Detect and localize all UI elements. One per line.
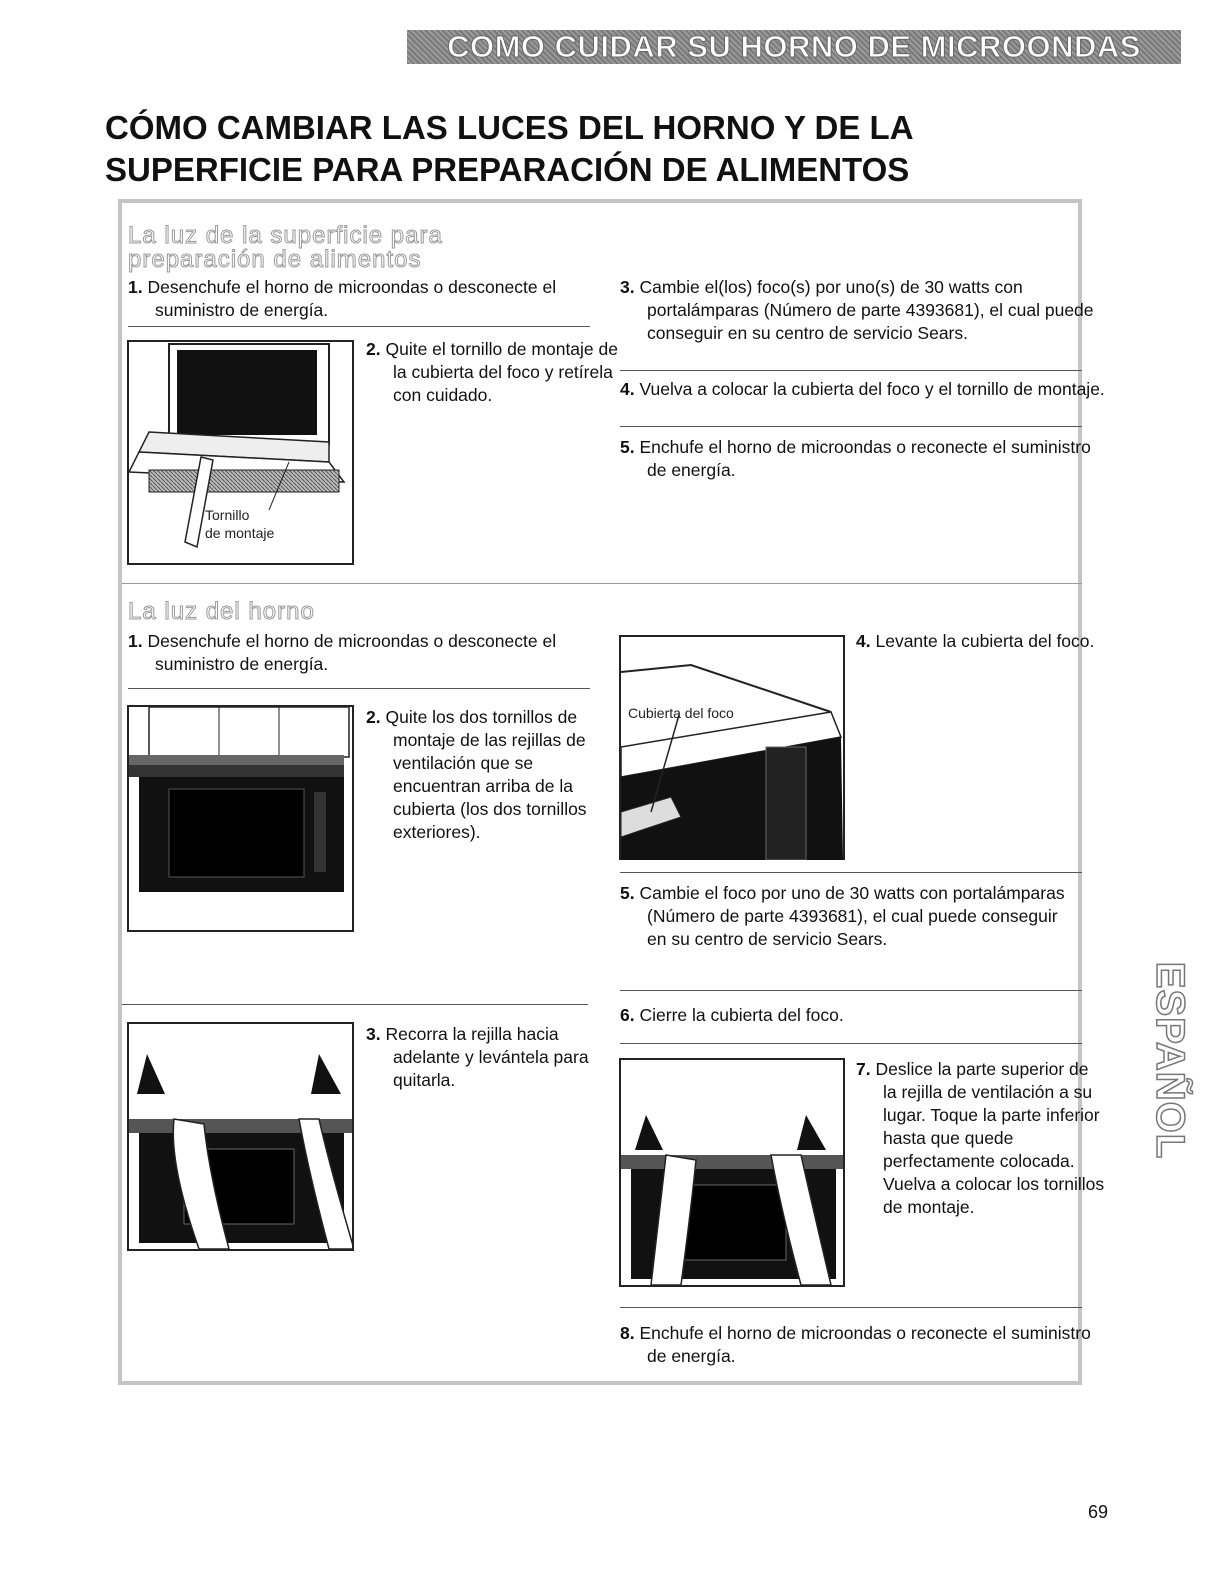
step-text: Quite los dos tornillos de montaje de las rejillas de ventilación que se encuentran arriba de la cubierta (los dos tornillos exteriores). <box>385 707 587 842</box>
step-number: 2. <box>366 339 381 359</box>
s2-step-5 <box>620 882 1077 951</box>
step-text: Enchufe el horno de microondas o reconecte el suministro de energía. <box>639 437 1091 480</box>
s1-step-3 <box>620 276 1109 345</box>
oven-front-illustration <box>129 707 352 930</box>
step-number: 7. <box>856 1059 871 1079</box>
step-text: Enchufe el horno de microondas o reconecte el suministro de energía. <box>639 1323 1091 1366</box>
divider <box>620 370 1082 371</box>
divider <box>620 872 1082 873</box>
step-number: 2. <box>366 707 381 727</box>
hands-grille-illustration-2 <box>621 1060 843 1285</box>
banner-text: COMO CUIDAR SU HORNO DE MICROONDAS <box>447 29 1141 64</box>
step-text: Vuelva a colocar la cubierta del foco y el tornillo de montaje. <box>639 379 1105 399</box>
s2-step-3 <box>366 1023 603 1092</box>
section-divider <box>122 583 1082 584</box>
divider <box>128 326 590 327</box>
hands-grille-illustration <box>129 1024 352 1249</box>
figure-light-cover <box>619 635 845 860</box>
step-number: 1. <box>128 631 143 651</box>
s1-step-1 <box>128 276 575 322</box>
figure-callout-screw <box>205 506 274 542</box>
step-number: 8. <box>620 1323 635 1343</box>
section1-heading-line1: La luz de la superficie para <box>128 222 443 249</box>
step-text: Recorra la rejilla hacia adelante y levántela para quitarla. <box>385 1024 589 1090</box>
s1-step-4 <box>620 378 1109 401</box>
step-text: Deslice la parte superior de la rejilla de ventilación a su lugar. Toque la parte inferior hasta que quede perfectamente colocada. Vuelva a colocar los tornillos de montaje. <box>875 1059 1105 1217</box>
s2-step-4 <box>856 630 1103 653</box>
page-title: CÓMO CAMBIAR LAS LUCES DEL HORNO Y DE LA SUPERFICIE PARA PREPARACIÓN DE ALIMENTOS <box>105 109 913 188</box>
section1-heading-line2: preparación de alimentos <box>128 246 422 273</box>
step-text: Cierre la cubierta del foco. <box>639 1005 844 1025</box>
divider <box>620 426 1082 427</box>
step-number: 4. <box>856 631 871 651</box>
divider <box>620 990 1082 991</box>
step-text: Desenchufe el horno de microondas o desconecte el suministro de energía. <box>147 631 557 674</box>
s2-step-1 <box>128 630 595 676</box>
step-text: Cambie el foco por uno de 30 watts con portalámparas (Número de parte 4393681), el cual puede conseguir en su centro de servicio Sears. <box>639 883 1065 949</box>
section1-heading <box>128 224 528 272</box>
step-text: Desenchufe el horno de microondas o desconecte el suministro de energía. <box>147 277 557 320</box>
divider <box>122 1004 588 1005</box>
step-number: 5. <box>620 883 635 903</box>
step-text: Quite el tornillo de montaje de la cubierta del foco y retírela con cuidado. <box>385 339 618 405</box>
divider <box>128 688 590 689</box>
figure-replace-grille <box>619 1058 845 1287</box>
step-number: 1. <box>128 277 143 297</box>
s2-step-6 <box>620 1004 1077 1027</box>
figure-oven-front <box>127 705 354 932</box>
step-number: 5. <box>620 437 635 457</box>
s1-step-2 <box>366 338 621 407</box>
page-number: 69 <box>1088 1502 1109 1522</box>
step-number: 6. <box>620 1005 635 1025</box>
figure-remove-grille <box>127 1022 354 1251</box>
divider <box>620 1043 1082 1044</box>
s2-step-7 <box>856 1058 1105 1219</box>
divider <box>620 1307 1082 1308</box>
step-text: Cambie el(los) foco(s) por uno(s) de 30 watts con portalámparas (Número de parte 4393681), el cual puede conseguir en su centro de servicio Sears. <box>639 277 1094 343</box>
s2-step-2 <box>366 706 603 844</box>
step-number: 4. <box>620 379 635 399</box>
section-banner <box>407 30 1181 64</box>
section2-heading: La luz del horno <box>128 598 315 625</box>
light-cover-illustration <box>621 637 843 860</box>
callout-line1: Tornillo <box>205 507 250 523</box>
language-tab-text: ESPAÑOL <box>1148 961 1193 1159</box>
callout-line2: de montaje <box>205 525 275 541</box>
step-text: Levante la cubierta del foco. <box>875 631 1095 651</box>
figure-callout-cover: Cubierta del foco <box>628 705 734 721</box>
step-number: 3. <box>366 1024 381 1044</box>
s1-step-5 <box>620 436 1109 482</box>
language-tab <box>1148 940 1192 1180</box>
step-number: 3. <box>620 277 635 297</box>
s2-step-8 <box>620 1322 1109 1368</box>
